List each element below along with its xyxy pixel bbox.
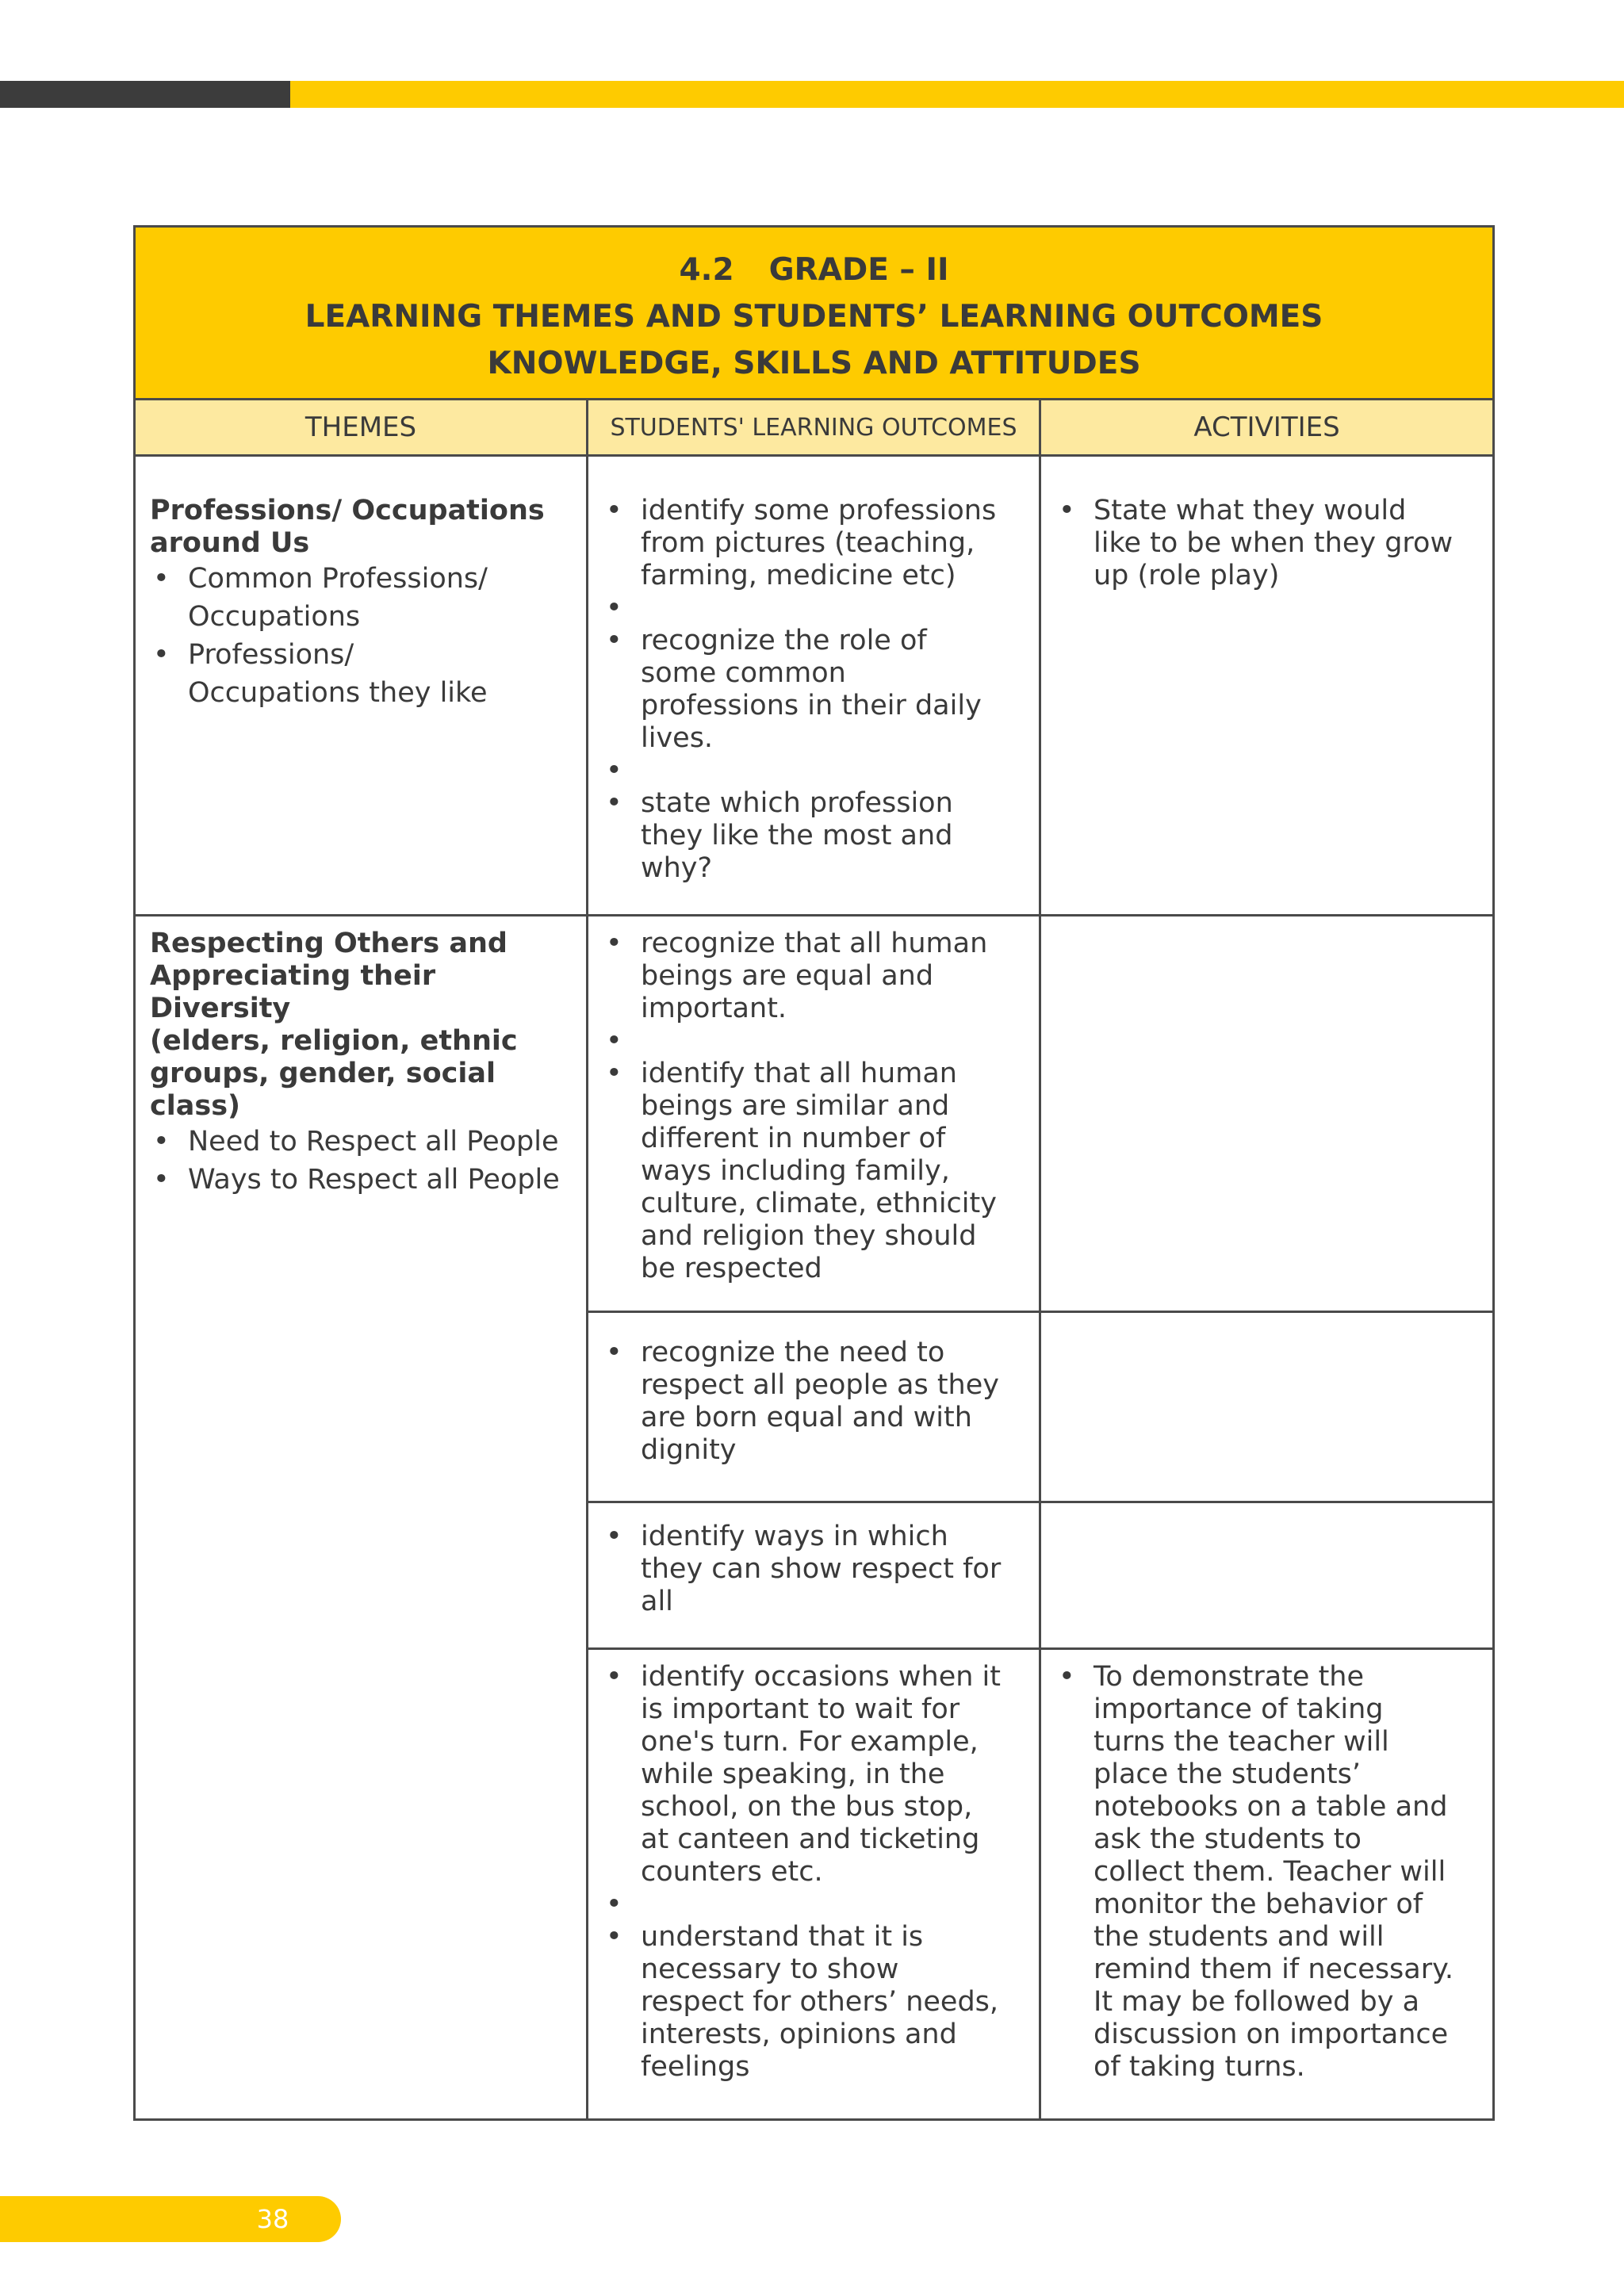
list-item: • identify some professions from pictures (teaching, farming, medicine etc) [603,495,1023,592]
page-number: 38 [256,2204,289,2234]
outcomes-list [603,928,1023,1285]
list-item: • To demonstrate the importance of taking turns the teacher will place the students’ notebooks on a table and ask the students to collect them. Teacher will monitor the behavior of the students and will remind them if necessary. It may be followed by a discussion on importance of taking turns. [1055,1661,1477,2084]
outcomes-list [603,1521,1023,1618]
outcomes-list [603,1661,1023,2084]
outcomes-list [603,495,1023,885]
list-item: • identify ways in which they can show respect for all [603,1521,1023,1618]
curriculum-table [133,225,1495,2121]
list-item: • Need to Respect all People [150,1123,570,1161]
title-line-3: KNOWLEDGE, SKILLS AND ATTITUDES [487,346,1141,381]
column-header-outcomes: STUDENTS' LEARNING OUTCOMES [588,400,1040,456]
activities-cell-empty [1040,1312,1494,1502]
table-title [135,227,1494,400]
top-bar-yellow [290,81,1624,108]
theme-cell [135,916,588,2120]
list-item: • Ways to Respect all People [150,1161,570,1199]
activities-cell-empty [1040,1502,1494,1649]
theme-list [150,560,570,712]
list-item: • Professions/ Occupations they like [150,636,570,712]
activities-cell [1040,456,1494,916]
list-item: • understand that it is necessary to show respect for others’ needs, interests, opinions and feelings [603,1921,1023,2084]
outcomes-cell [588,1312,1040,1502]
title-line-1: 4.2 GRADE – II [679,252,949,288]
spacer [603,1025,1023,1058]
theme-title: Professions/ Occupations around Us [150,495,545,559]
theme-list [150,1123,570,1199]
list-item: • recognize the need to respect all people as they are born equal and with dignity [603,1337,1023,1467]
top-bar-dark [0,81,290,108]
outcomes-cell [588,1649,1040,2120]
outcomes-cell [588,1502,1040,1649]
outcomes-cell [588,456,1040,916]
outcomes-cell [588,916,1040,1312]
title-line-2: LEARNING THEMES AND STUDENTS’ LEARNING OUTCOMES [304,299,1323,335]
activities-cell [1040,1649,1494,2120]
spacer [603,1888,1023,1921]
list-item: • State what they would like to be when they grow up (role play) [1055,495,1477,592]
column-header-activities: ACTIVITIES [1040,400,1494,456]
list-item: • Common Professions/ Occupations [150,560,570,636]
outcomes-list [603,1337,1023,1467]
list-item: • identify that all human beings are similar and different in number of ways including family, culture, climate, ethnicity and religion they should be respected [603,1058,1023,1285]
list-item: • identify occasions when it is important to wait for one's turn. For example, while speaking, in the school, on the bus stop, at canteen and ticketing counters etc. [603,1661,1023,1888]
activities-list [1055,1661,1477,2084]
list-item: • recognize the role of some common professions in their daily lives. [603,625,1023,755]
list-item: • recognize that all human beings are equal and important. [603,928,1023,1025]
list-item: • state which profession they like the most and why? [603,787,1023,885]
theme-cell [135,456,588,916]
theme-title: Respecting Others and Appreciating their Diversity (elders, religion, ethnic groups, gender, social class) [150,928,518,1122]
spacer [603,755,1023,787]
activities-cell-empty [1040,916,1494,1312]
column-header-themes: THEMES [135,400,588,456]
activities-list [1055,495,1477,592]
spacer [603,592,1023,625]
